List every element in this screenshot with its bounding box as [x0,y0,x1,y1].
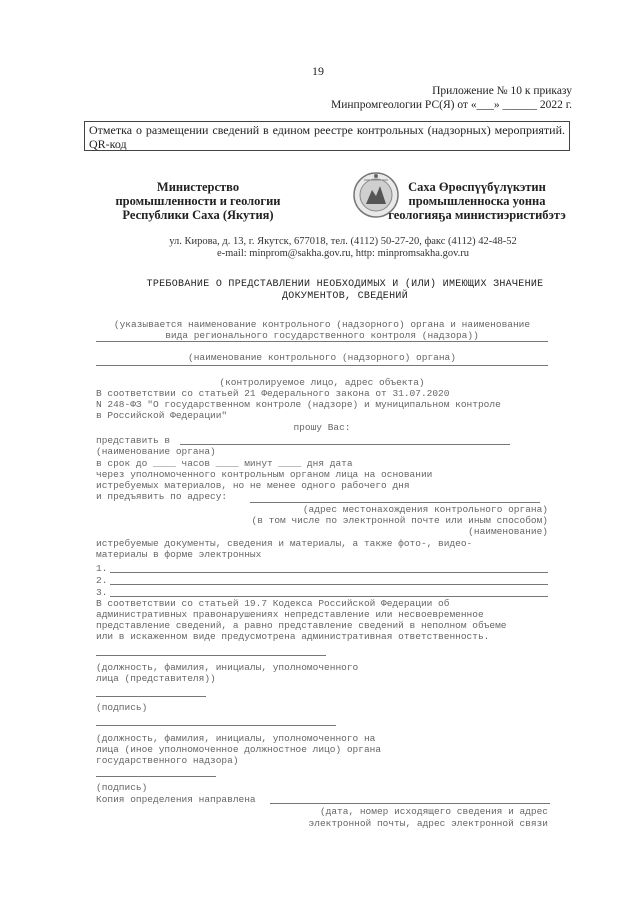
ministry-ru-line-2: промышленности и геологии [115,194,281,208]
form-line-24: административных правонарушениях непредставление или несвоевременное [96,609,484,620]
form-line-36: электронной почты, адрес электронной связи [308,818,548,829]
form-rule [96,696,206,697]
form-rule [96,341,548,342]
form-line-21: 2. [96,575,108,586]
form-rule [110,596,548,597]
ministry-name-sakha [372,180,582,222]
title-line-1: ТРЕБОВАНИЕ О ПРЕДСТАВЛЕНИИ НЕОБХОДИМЫХ И (ИЛИ) ИМЕЮЩИХ ЗНАЧЕНИЕ [146,279,544,290]
form-line-35: (дата, номер исходящего сведения и адрес [319,806,548,817]
form-rule [180,444,510,445]
form-line-4: (контролируемое лицо, адрес объекта) [219,377,425,388]
form-line-25: представление сведений, а равно представление сведений в неполном объеме [96,620,507,631]
ministry-sakha-line-2: промышленноска уонна [408,194,546,208]
form-rule [96,776,216,777]
appendix-header [331,84,572,112]
document-title [110,279,580,303]
ministry-ru-line-1: Министерство [156,180,240,194]
form-rule [270,803,550,804]
address-block [88,236,598,260]
appendix-line-1: Приложение № 10 к приказу [432,85,572,97]
email-address: e-mail: minprom@sakha.gov.ru, http: minpromsakha.gov.ru [216,248,470,259]
form-line-2: вида регионального государственного контроля (надзора)) [165,330,479,341]
form-line-1: (указывается наименование контрольного (надзорного) органа и наименование [113,319,531,330]
form-line-7: в Российской Федерации" [96,410,228,421]
form-line-26: или в искаженном виде предусмотрена административная ответственность. [96,631,490,642]
form-line-18: истребуемые документы, сведения и материалы, а также фото-, видео- [96,538,473,549]
registry-note-box: Отметка о размещении сведений в едином реестре контрольных (надзорных) мероприятий. QR-код [84,121,570,151]
form-line-6: N 248-ФЗ "О государственном контроле (надзоре) и муниципальном контроле [96,399,501,410]
ministry-ru-line-3: Республики Саха (Якутия) [122,208,274,222]
form-line-20: 1. [96,563,108,574]
form-rule [110,572,548,573]
form-rule [96,655,326,656]
form-line-17: (наименование) [468,526,548,537]
form-rule [250,502,540,503]
form-line-19: материалы в форме электронных [96,549,262,560]
page-number: 19 [312,64,324,78]
form-line-12: через уполномоченного контрольным органом лица на основании [96,469,433,480]
form-line-32: государственного надзора) [96,755,239,766]
form-line-16: (в том числе по электронной почте или иным способом) [251,515,548,526]
title-line-2: ДОКУМЕНТОВ, СВЕДЕНИЙ [281,291,409,302]
form-rule [110,584,548,585]
postal-address: ул. Кирова, д. 13, г. Якутск, 677018, тел. (4112) 50-27-20, факс (4112) 42-48-52 [169,236,517,247]
form-rule [96,725,336,726]
form-line-5: В соответствии со статьей 21 Федерального закона от 31.07.2020 [96,388,450,399]
form-line-34: Копия определения направлена [96,794,256,805]
appendix-line-2: Минпромгеологии РС(Я) от «___» ______ 2022 г. [331,99,572,111]
form-line-30: (должность, фамилия, инициалы, уполномоченного на [96,733,376,744]
form-line-28: лица (представителя)) [96,673,216,684]
form-line-9: представить в [96,435,171,446]
ministry-sakha-line-1: Саха Өрөспүүбүлүкэтин [408,180,546,194]
form-line-23: В соответствии со статьей 19.7 Кодекса Российской Федерации об [96,598,450,609]
form-line-8: прошу Вас: [293,422,351,433]
form-line-31: лица (иное уполномоченное должностное лицо) органа [96,744,382,755]
form-line-27: (должность, фамилия, инициалы, уполномоченного [96,662,359,673]
form-line-13: истребуемых материалов, но не менее одного рабочего дня [96,480,410,491]
form-line-33: (подпись) [96,782,148,793]
form-line-10: (наименование органа) [96,446,216,457]
form-line-22: 3. [96,587,108,598]
ministry-name-ru [108,180,288,222]
ministry-sakha-line-3: геологияҕа министиэристибэтэ [388,208,566,222]
form-line-14: и предъявить по адресу: [96,491,228,502]
form-line-11: в срок до ____ часов ____ минут ____ дня дата [96,458,353,469]
form-line-29: (подпись) [96,702,148,713]
form-line-15: (адрес местонахождения контрольного органа) [302,504,548,515]
form-rule [96,365,548,366]
form-line-3: (наименование контрольного (надзорного) органа) [188,352,456,363]
